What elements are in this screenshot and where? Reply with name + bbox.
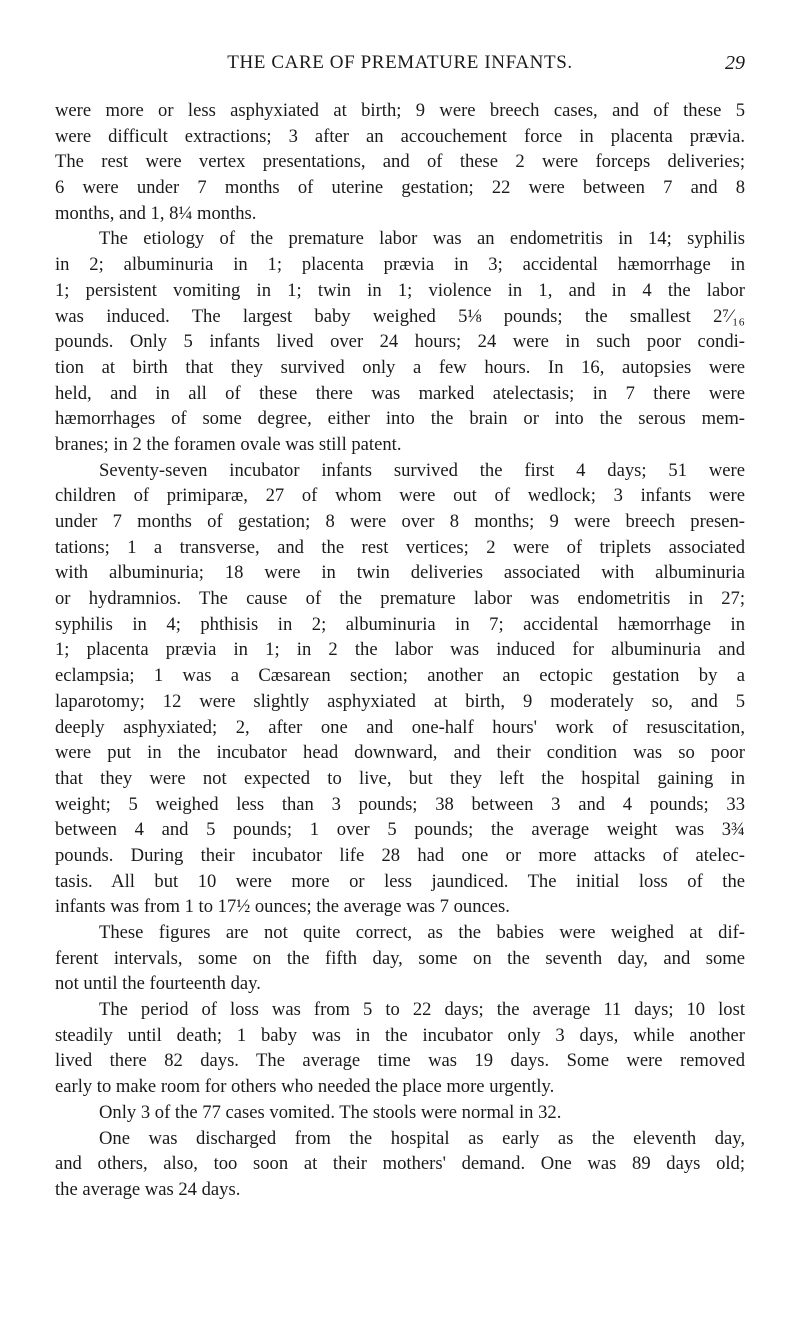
text-line: weight; 5 weighed less than 3 pounds; 38 between 3 and 4 pounds; 33 [55,793,745,815]
text-line: lived there 82 days. The average time was 19 days. Some were removed [55,1050,745,1072]
text-line: pounds. During their incubator life 28 had one or more attacks of atelec- [55,844,745,866]
text-line: were put in the incubator head downward, and their condition was so poor [55,742,745,764]
text-line: held, and in all of these there was marked atelectasis; in 7 there were [55,382,745,404]
text-line: were difficult extractions; 3 after an accouchement force in placenta prævia. [55,125,745,147]
body-text [55,98,745,1203]
text-line: steadily until death; 1 baby was in the incubator only 3 days, while another [55,1024,745,1046]
text-line: infants was from 1 to 17½ ounces; the average was 7 ounces. [55,896,510,918]
text-line: tations; 1 a transverse, and the rest vertices; 2 were of triplets associated [55,536,745,558]
page-number: 29 [725,52,745,74]
text-line: tion at birth that they survived only a few hours. In 16, autopsies were [55,356,745,378]
text-line: Only 3 of the 77 cases vomited. The stools were normal in 32. [99,1101,562,1123]
text-line: pounds. Only 5 infants lived over 24 hours; 24 were in such poor condi- [55,331,745,353]
text-line: The rest were vertex presentations, and of these 2 were forceps deliveries; [55,151,745,173]
text-line: tasis. All but 10 were more or less jaundiced. The initial loss of the [55,870,745,892]
text-line: the average was 24 days. [55,1178,241,1200]
text-line: The period of loss was from 5 to 22 days; the average 11 days; 10 lost [99,999,745,1021]
text-line: with albuminuria; 18 were in twin deliveries associated with albuminuria [55,562,745,584]
text-line: Seventy-seven incubator infants survived the first 4 days; 51 were [99,459,745,481]
text-line: ferent intervals, some on the fifth day, some on the seventh day, and some [55,947,745,969]
text-line: hæmorrhages of some degree, either into the brain or into the serous mem- [55,408,745,430]
text-line: These figures are not quite correct, as the babies were weighed at dif- [99,922,745,943]
text-line: eclampsia; 1 was a Cæsarean section; another an ectopic gestation by a [55,665,745,687]
running-head [0,52,800,78]
text-line: One was discharged from the hospital as early as the eleventh day, [99,1127,745,1149]
text-line: 1; persistent vomiting in 1; twin in 1; violence in 1, and in 4 the labor [55,279,745,301]
text-line: were more or less asphyxiated at birth; 9 were breech cases, and of these 5 [55,100,745,121]
text-line: was induced. The largest baby weighed 5⅛ pounds; the smallest 2⁷⁄₁₆ [55,305,745,327]
text-line: under 7 months of gestation; 8 were over 8 months; 9 were breech presen- [55,511,745,532]
text-line: 6 were under 7 months of uterine gestation; 22 were between 7 and 8 [55,177,745,199]
text-line: laparotomy; 12 were slightly asphyxiated at birth, 9 moderately so, and 5 [55,690,745,712]
text-line: months, and 1, 8¼ months. [55,202,257,224]
text-line: branes; in 2 the foramen ovale was still patent. [55,433,402,455]
text-line: that they were not expected to live, but they left the hospital gaining in [55,767,745,789]
text-line: in 2; albuminuria in 1; placenta prævia in 3; accidental hæmorrhage in [55,254,745,276]
text-line: syphilis in 4; phthisis in 2; albuminuria in 7; accidental hæmorrhage in [55,613,745,635]
text-line: The etiology of the premature labor was an endometritis in 14; syphilis [99,228,745,250]
text-line: children of primiparæ, 27 of whom were out of wedlock; 3 infants were [55,485,745,507]
text-line: between 4 and 5 pounds; 1 over 5 pounds; the average weight was 3¾ [55,819,745,841]
text-line: and others, also, too soon at their mothers' demand. One was 89 days old; [55,1153,745,1175]
running-title: THE CARE OF PREMATURE INFANTS. [227,52,573,73]
text-line: or hydramnios. The cause of the premature labor was endometritis in 27; [55,588,745,610]
text-line: early to make room for others who needed the place more urgently. [55,1076,555,1098]
text-line: 1; placenta prævia in 1; in 2 the labor was induced for albuminuria and [55,639,745,661]
text-line: deeply asphyxiated; 2, after one and one-half hours' work of resuscitation, [55,716,745,738]
text-line: not until the fourteenth day. [55,973,261,995]
